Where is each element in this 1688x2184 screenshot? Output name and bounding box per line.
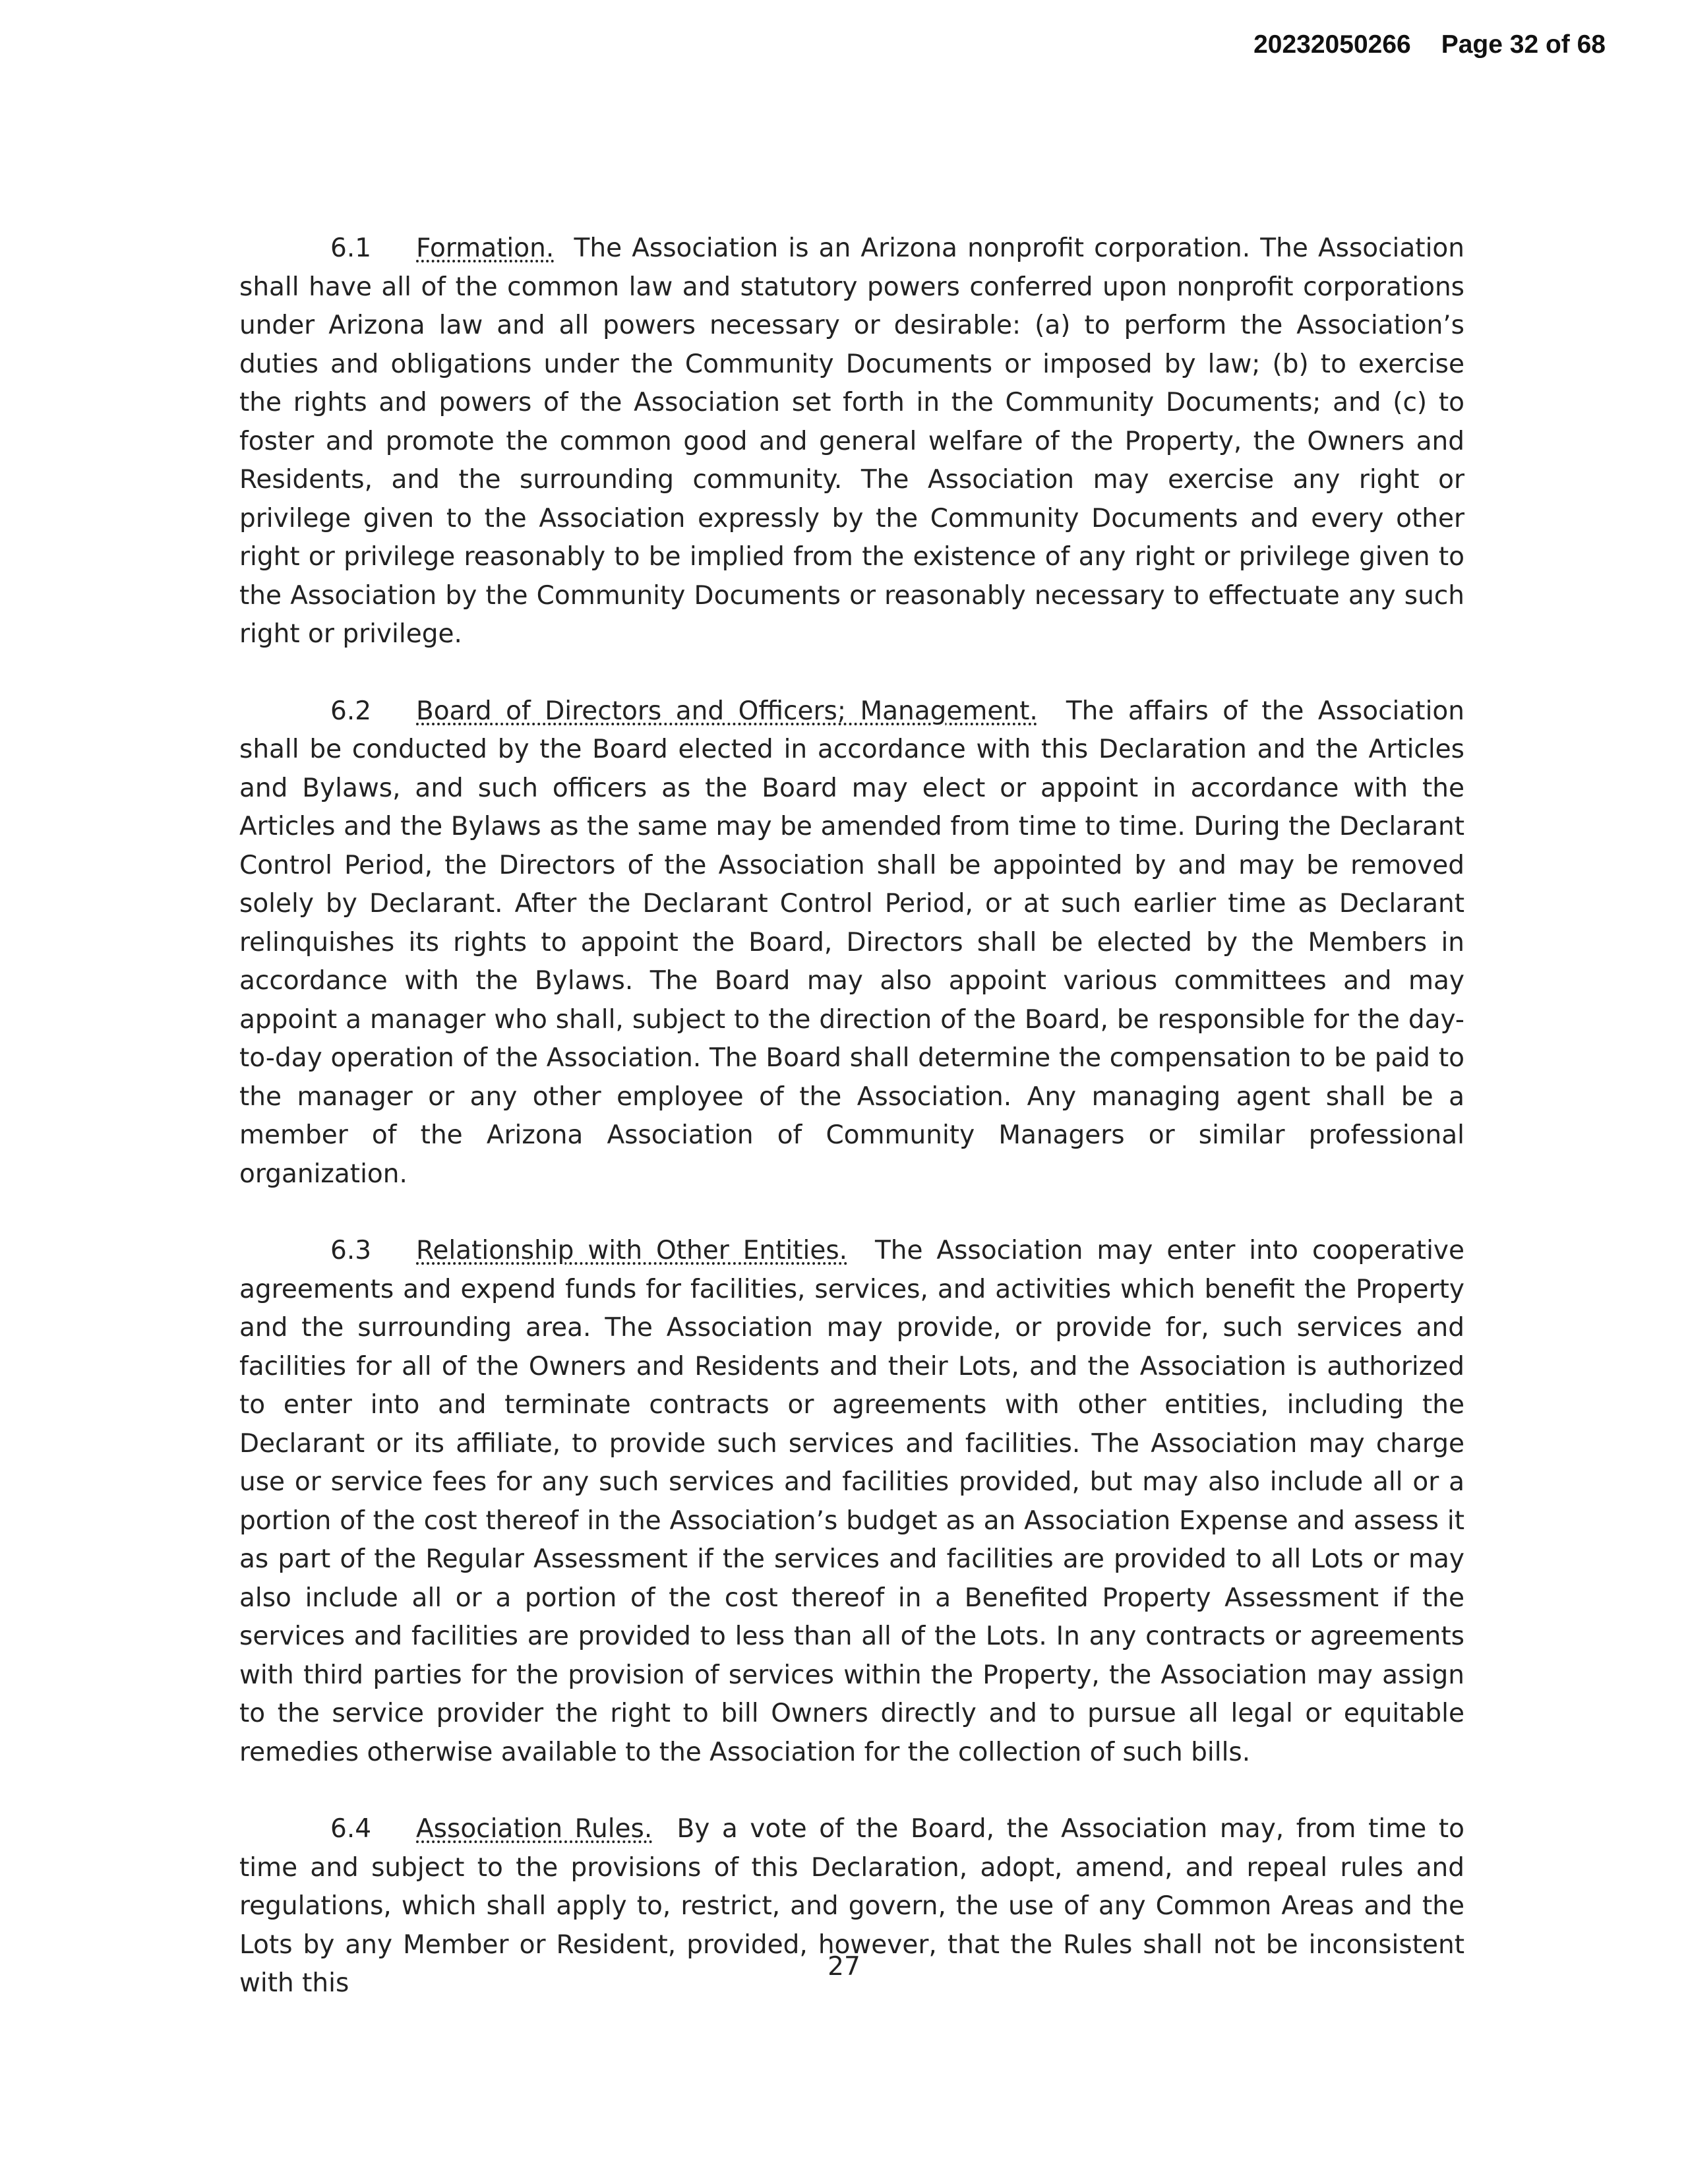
section-text: The Association may enter into cooperative agreements and expend funds for facilities, services, and activities which benefit the Property and the surrounding area. The Association may provide, or provide for, such services and facilities for all of the Owners and Residents and their Lots, and the Association is authorized to enter into and terminate contracts or agreements with other entities, including the Declarant or its affiliate, to provide such services and facilities. The Association may charge use or service fees for any such services and facilities provided, but may also include all or a portion of the cost thereof in the Association’s budget as an Association Expense and assess it as part of the Regular Assessment if the services and facilities are provided to all Lots or may also include all or a portion of the cost thereof in a Benefited Property Assessment if the services and facilities are provided to less than all of the Lots. In any contracts or agreements with third parties for the provision of services within the Property, the Association may assign to the service provider the right to bill Owners directly and to pursue all legal or equitable remedies otherwise available to the Association for the collection of such bills. xyxy=(239,1236,1464,1767)
section-heading: Board of Directors and Officers; Management. xyxy=(416,696,1038,726)
page-count: Page 32 of 68 xyxy=(1441,30,1606,59)
section-6-2 xyxy=(239,692,1464,1194)
section-number: 6.2 xyxy=(330,696,372,726)
page-header xyxy=(1253,30,1606,59)
section-text: The affairs of the Association shall be conducted by the Board elected in accordance with this Declaration and the Articles and Bylaws, and such officers as the Board may elect or appoint in accordance with the Articles and the Bylaws as the same may be amended from time to time. During the Declarant Control Period, the Directors of the Association shall be appointed by and may be removed solely by Declarant. After the Declarant Control Period, or at such earlier time as Declarant relinquishes its rights to appoint the Board, Directors shall be elected by the Members in accordance with the Bylaws. The Board may also appoint various committees and may appoint a manager who shall, subject to the direction of the Board, be responsible for the day-to-day operation of the Association. The Board shall determine the compensation to be paid to the manager or any other employee of the Association. Any managing agent shall be a member of the Arizona Association of Community Managers or similar professional organization. xyxy=(239,696,1464,1189)
section-heading: Relationship with Other Entities. xyxy=(416,1236,848,1265)
section-6-3 xyxy=(239,1232,1464,1772)
section-heading: Association Rules. xyxy=(416,1814,653,1844)
section-number: 6.1 xyxy=(330,233,372,263)
document-body xyxy=(239,229,1464,2042)
section-6-1 xyxy=(239,229,1464,654)
section-number: 6.3 xyxy=(330,1236,372,1265)
section-number: 6.4 xyxy=(330,1814,372,1844)
section-text: By a vote of the Board, the Association may, from time to time and subject to the provisions of this Declaration, adopt, amend, and repeal rules and regulations, which shall apply to, restrict, and govern, the use of any Common Areas and the Lots by any Member or Resident, provided, however, that the Rules shall not be inconsistent with this xyxy=(239,1814,1464,1998)
page-number: 27 xyxy=(828,1952,860,1982)
section-text: The Association is an Arizona nonprofit corporation. The Association shall have all of the common law and statutory powers conferred upon nonprofit corporations under Arizona law and all powers necessary or desirable: (a) to perform the Association’s duties and obligations under the Community Documents or imposed by law; (b) to exercise the rights and powers of the Association set forth in the Community Documents; and (c) to foster and promote the common good and general welfare of the Property, the Owners and Residents, and the surrounding community. The Association may exercise any right or privilege given to the Association expressly by the Community Documents and every other right or privilege reasonably to be implied from the existence of any right or privilege given to the Association by the Community Documents or reasonably necessary to effectuate any such right or privilege. xyxy=(239,233,1465,649)
section-heading: Formation. xyxy=(416,233,555,263)
document-number: 20232050266 xyxy=(1253,30,1411,59)
